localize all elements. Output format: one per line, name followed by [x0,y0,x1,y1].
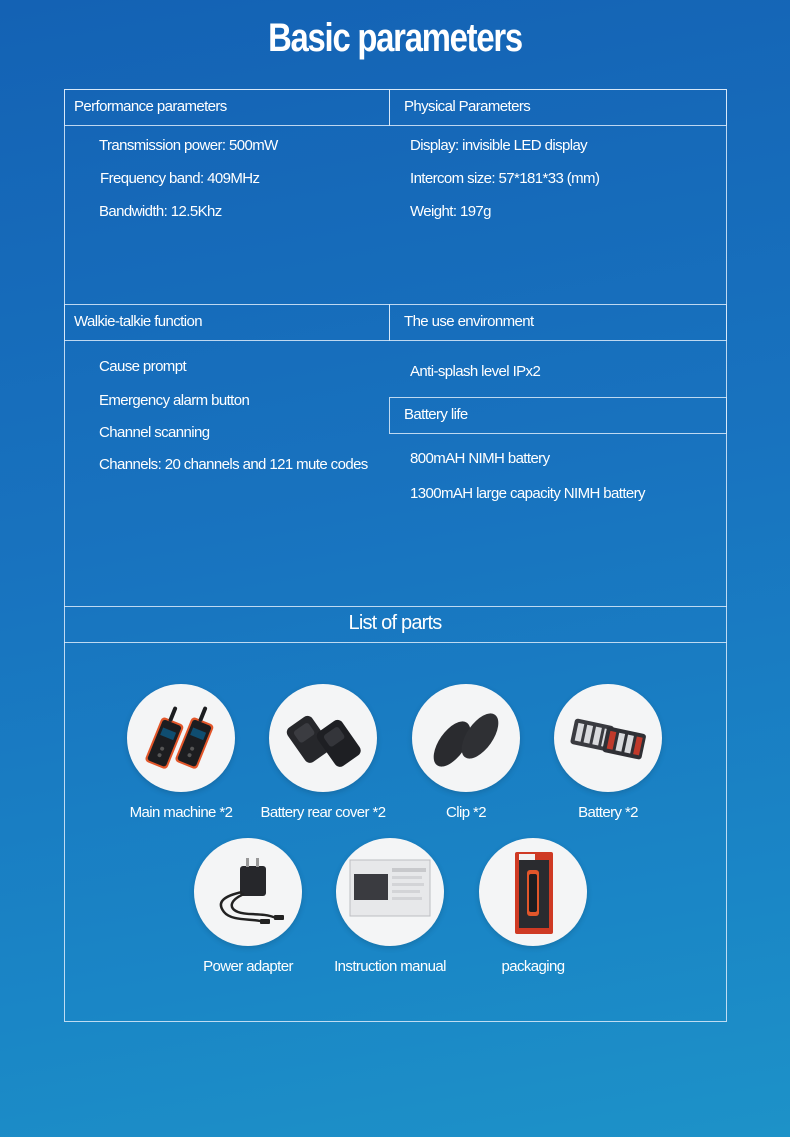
part-label: Battery rear cover *2 [260,804,386,821]
part-label: Power adapter [203,958,293,975]
part-main-machine [106,684,256,821]
performance-heading: Performance parameters [64,89,390,126]
physical-heading: Physical Parameters [389,89,727,126]
part-power-adapter [173,838,323,975]
performance-item: Bandwidth: 12.5Khz [99,203,222,220]
power-adapter-icon [194,838,302,946]
environment-item: Anti-splash level IPx2 [410,363,541,380]
part-instruction-manual [315,838,465,975]
function-item: Channel scanning [99,424,210,441]
page-title: Basic parameters [268,16,522,60]
walkie-talkie-pair-icon [127,684,235,792]
battery-item: 1300mAH large capacity NIMH battery [410,485,645,502]
part-label: Main machine *2 [129,804,233,821]
manual-icon [336,838,444,946]
parts-heading: List of parts [348,612,442,634]
battery-cover-icon [269,684,377,792]
part-label: Clip *2 [446,804,486,821]
battery-item: 800mAH NIMH battery [410,450,550,467]
part-packaging [458,838,608,975]
physical-item: Display: invisible LED display [410,137,588,154]
packaging-box-icon [479,838,587,946]
battery-pack-icon [554,684,662,792]
function-item: Cause prompt [99,358,187,375]
part-label: Battery *2 [578,804,638,821]
part-battery-cover [248,684,398,821]
part-label: Instruction manual [334,958,446,975]
part-label: packaging [501,958,565,975]
part-battery [533,684,683,821]
part-clip [391,684,541,821]
battery-heading: Battery life [389,397,727,434]
environment-heading: The use environment [389,304,727,341]
divider [64,642,727,643]
function-heading: Walkie-talkie function [64,304,390,341]
performance-item: Transmission power: 500mW [99,137,278,154]
clip-icon [412,684,520,792]
physical-item: Weight: 197g [410,203,491,220]
performance-item: Frequency band: 409MHz [100,170,260,187]
function-item: Channels: 20 channels and 121 mute codes [99,456,368,473]
physical-item: Intercom size: 57*181*33 (mm) [410,170,600,187]
function-item: Emergency alarm button [99,392,250,409]
